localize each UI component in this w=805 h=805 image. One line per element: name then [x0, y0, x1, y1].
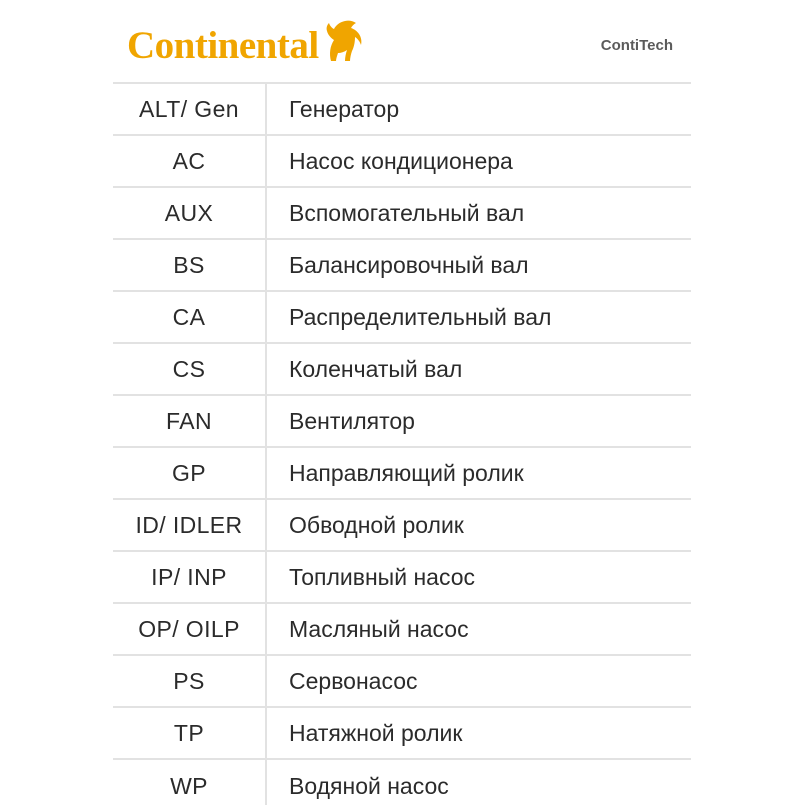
sub-brand-label: ContiTech [600, 36, 673, 54]
table-row [113, 344, 691, 396]
cell-code: ALT/ Gen [113, 84, 267, 134]
cell-code: CS [113, 344, 267, 394]
cell-code: GP [113, 448, 267, 498]
cell-description: Генератор [289, 95, 400, 122]
cell-description: Направляющий ролик [289, 459, 524, 486]
table-row [113, 396, 691, 448]
cell-description: Коленчатый вал [289, 355, 463, 382]
cell-description: Вентилятор [289, 407, 415, 434]
table-row [113, 656, 691, 708]
table-row [113, 448, 691, 500]
cell-description: Насос кондиционера [289, 147, 513, 174]
cell-code: TP [113, 708, 267, 758]
cell-description: Вспомогательный вал [289, 199, 525, 226]
page-margin-left [0, 0, 113, 805]
cell-description: Сервонасос [289, 667, 418, 694]
cell-code: CA [113, 292, 267, 342]
page-margin-right [691, 0, 805, 805]
cell-code: PS [113, 656, 267, 706]
cell-code: OP/ OILP [113, 604, 267, 654]
table-row [113, 708, 691, 760]
cell-description: Распределительный вал [289, 303, 552, 330]
table-row [113, 240, 691, 292]
brand-header [113, 8, 691, 84]
cell-code: IP/ INP [113, 552, 267, 602]
cell-code: AUX [113, 188, 267, 238]
cell-description: Масляный насос [289, 615, 469, 642]
cell-code: WP [113, 760, 267, 805]
cell-description: Топливный насос [289, 563, 475, 590]
cell-description: Водяной насос [289, 772, 449, 799]
table-row [113, 136, 691, 188]
cell-code: AC [113, 136, 267, 186]
cell-code: ID/ IDLER [113, 500, 267, 550]
cell-description: Обводной ролик [289, 511, 464, 538]
cell-code: BS [113, 240, 267, 290]
table-row [113, 292, 691, 344]
table-row [113, 760, 691, 805]
cell-code: FAN [113, 396, 267, 446]
table-row [113, 552, 691, 604]
table-row [113, 188, 691, 240]
horse-icon [321, 18, 363, 67]
table-row [113, 604, 691, 656]
cell-description: Балансировочный вал [289, 251, 529, 278]
table-row [113, 500, 691, 552]
table-row [113, 84, 691, 136]
brand-wordmark: Continental [127, 23, 319, 67]
abbreviation-table [113, 84, 691, 805]
brand-logo [127, 24, 363, 67]
cell-description: Натяжной ролик [289, 719, 463, 746]
